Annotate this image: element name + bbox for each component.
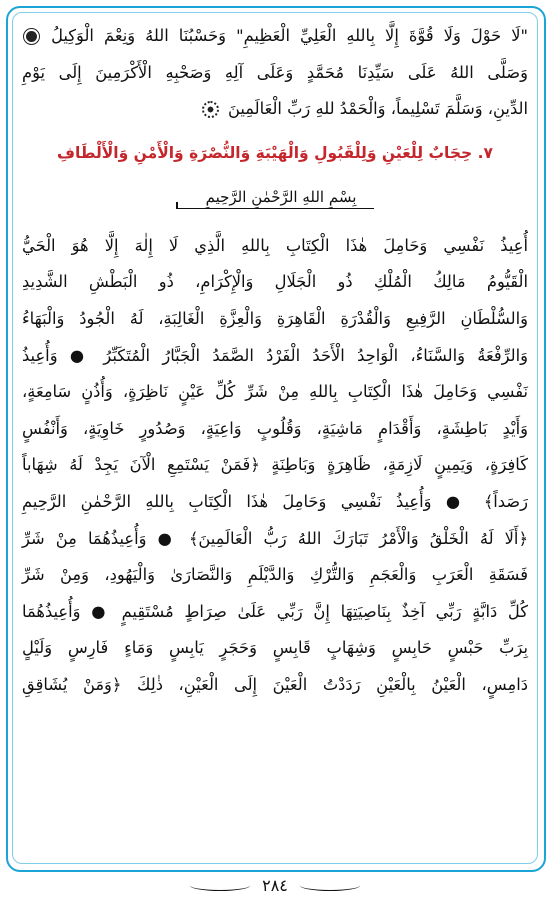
text-line: دَامِسٍ، الْعَيْنُ بِالْعَيْنِ رَدَدْتُ الْعَيْنَ إِلَى الْعَيْنِ، ذٰلِكَ ﴿وَمَنْ يُشَاقِقِ (22, 674, 528, 694)
text-line: الدِّينِ، وَسَلَّمَ تَسْلِيماً، وَالْحَمْدُ للهِ رَبِّ الْعَالَمِينَ (22, 91, 528, 128)
text-line: وَالرِّفْعَةُ وَالسَّنَاءُ، الْوَاحِدُ الْأَحَدُ الْفَرْدُ الصَّمَدُ الْجَبَّارُ الْمُتَكَبِّرُ ● وَأُعِيذُ (22, 345, 528, 365)
text-line: وَأَيْدٍ بَاطِشَةٍ، وَأَقْدَامٍ مَاشِيَةٍ، وَقُلُوبٍ وَاعِيَةٍ، وَصُدُورٍ خَاوِيَةٍ، وَأَنْفُسٍ (22, 418, 528, 438)
top-paragraph (22, 18, 528, 128)
page-footer (0, 872, 550, 898)
basmala-calligraphy: بِسْمِ اللهِ الرَّحْمٰنِ الرَّحِيمِ (176, 188, 375, 209)
text-line: نَفْسِي وَحَامِلَ هٰذَا الْكِتَابِ بِاللهِ مِنْ شَرِّ كُلِّ عَيْنٍ نَاظِرَةٍ، وَأُذُنٍ سَامِعَةٍ، (22, 382, 528, 402)
text-line: كَافِرَةٍ، وَيَمِينٍ لَازِمَةٍ، ظَاهِرَةٍ وَبَاطِنَةٍ ﴿فَمَنْ يَسْتَمِعِ الْآنَ يَجِدْ لَهُ شِهَاباً (22, 455, 528, 475)
left-flourish-icon (190, 880, 250, 891)
verse-separator-icon (26, 31, 37, 42)
text-line: الْقَيُّومُ مَالِكُ الْمُلْكِ ذُو الْجَلَالِ وَالْإِكْرَامِ، ذُو الْبَطْشِ الشَّدِيدِ (22, 272, 528, 292)
basmala-block (22, 170, 528, 228)
text-line: وَصَلَّى اللهُ عَلَى سَيِّدِنَا مُحَمَّدٍ وَعَلَى آلِهِ وَصَحْبِهِ الْأَكْرَمِينَ إِلَى يَوْمِ (22, 62, 528, 82)
text-line: ﴿أَلَا لَهُ الْخَلْقُ وَالْأَمْرُ تَبَارَكَ اللهُ رَبُّ الْعَالَمِينَ﴾ ● وَأُعِيذُهُمَا مِنْ شَرِّ (22, 528, 528, 548)
flower-ornament-icon (202, 101, 219, 118)
text-line: كُلِّ دَابَّةٍ رَبِّي آخِذٌ بِنَاصِيَتِهَا إِنَّ رَبِّي عَلَىٰ صِرَاطٍ مُسْتَقِيمٍ ● وَأُعِيذُهُمَا (22, 601, 528, 621)
text-line: "لَا حَوْلَ وَلَا قُوَّةَ إِلَّا بِاللهِ الْعَلِيِّ الْعَظِيمِ" وَحَسْبُنَا اللهُ وَنِعْمَ الْوَكِيلُ (22, 18, 528, 55)
text-line: فَسَقَةِ الْعَرَبِ وَالْعَجَمِ وَالتُّرْكِ وَالدَّيْلَمِ وَالنَّصَارَىٰ وَالْيَهُودِ، وَمِنْ شَرِّ (22, 565, 528, 585)
text-line: بِرَبِّ حَبْسٍ حَابِسٍ وَشِهَابٍ قَابِسٍ وَحَجَرٍ يَابِسٍ وَمَاءٍ فَارِسٍ وَلَيْلٍ (22, 638, 528, 658)
page-content (22, 18, 528, 860)
footer-band (190, 876, 360, 895)
text-line: أُعِيذُ نَفْسِي وَحَامِلَ هٰذَا الْكِتَابِ بِاللهِ الَّذِي لَا إِلٰهَ إِلَّا هُوَ الْحَيُّ (22, 235, 528, 255)
body-paragraph (22, 228, 528, 704)
text-line: وَالسُّلْطَانِ الرَّفِيعِ وَالْقُدْرَةِ الْقَاهِرَةِ وَالْعِزَّةِ الْغَالِبَةِ، لَهُ الْجُودُ وَالْبَهَاءُ (22, 308, 528, 328)
page-number: ٢٨٤ (262, 875, 288, 895)
right-flourish-icon (300, 880, 360, 891)
section-heading: ٧. حِجَابٌ لِلْعَيْنِ وَلِلْقَبُولِ وَالْهَيْبَةِ وَالنُّصْرَةِ وَالْأَمْنِ وَالْأَلْطَافِ (57, 143, 493, 162)
text-line: رَصَداً﴾ ● وَأُعِيذُ نَفْسِي وَحَامِلَ هٰذَا الْكِتَابِ بِاللهِ الرَّحْمٰنِ الرَّحِيمِ (22, 491, 528, 511)
